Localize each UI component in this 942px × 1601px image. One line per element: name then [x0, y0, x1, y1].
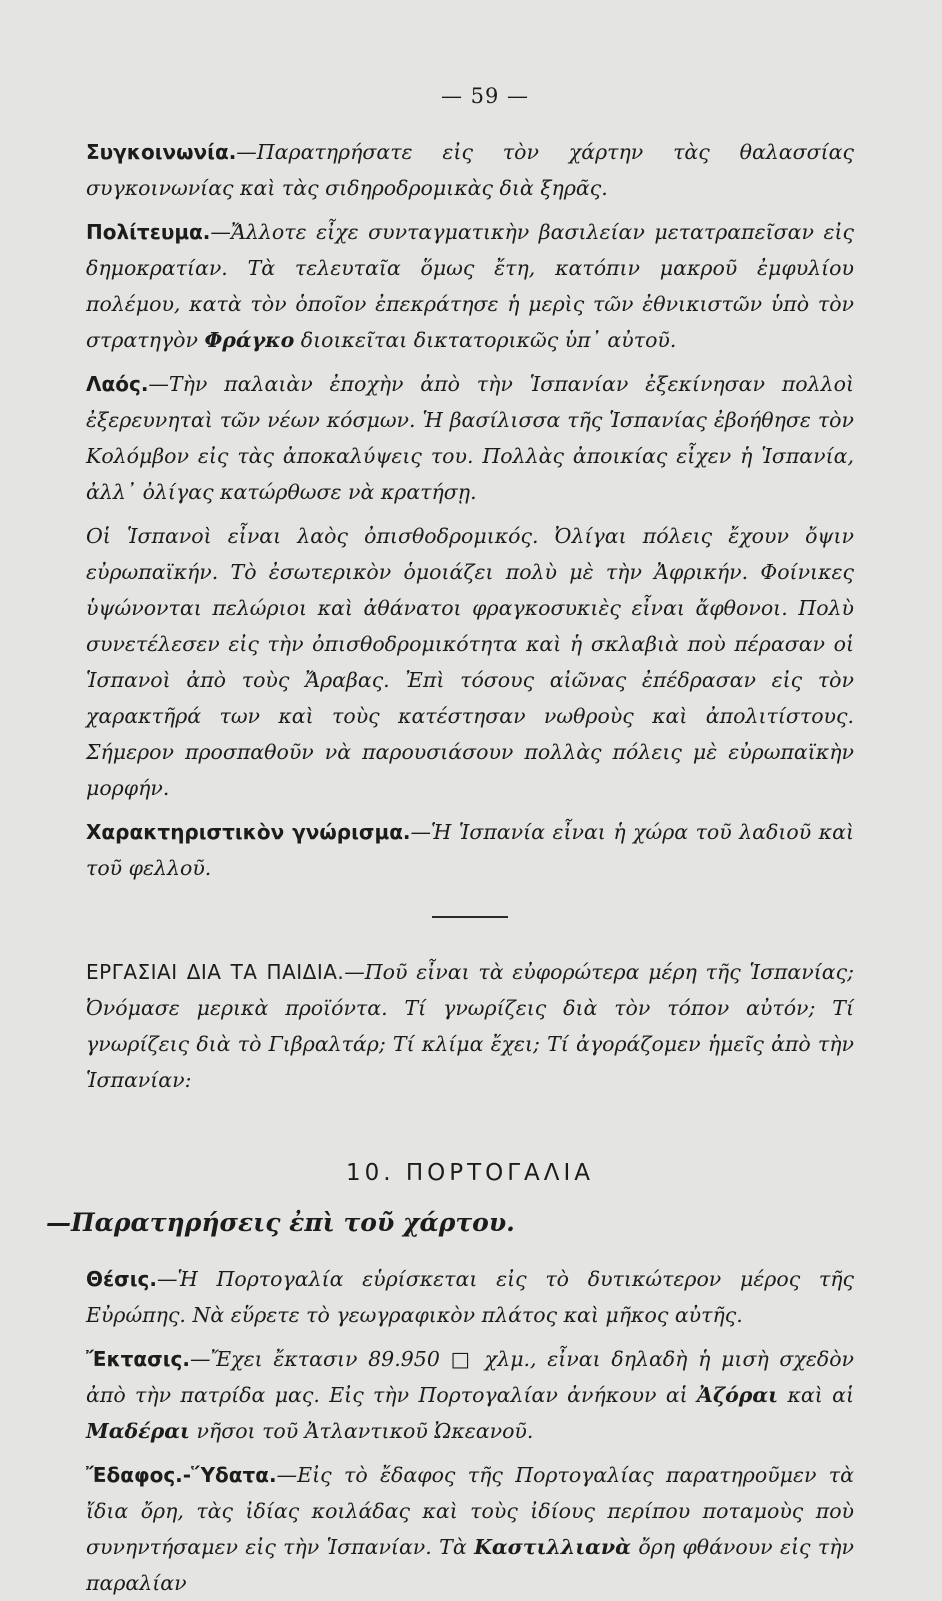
- text-terrain-2: ὄρη φθάνουν εἰς τὴν παραλίαν: [86, 1535, 854, 1595]
- text-area-2: καὶ αἱ: [778, 1383, 854, 1407]
- heading-exercises: ΕΡΓΑΣΙΑΙ ΔΙΑ ΤΑ ΠΑΙΔΙΑ.: [86, 960, 345, 984]
- text-terrain-1: —Εἰς τὸ ἔδαφος τῆς Πορτογαλίας παρατηροῦμεν τὰ ἴδια ὄρη, τὰς ἰδίας κοιλάδας καὶ τοὺς ἰδίους περίπου ποταμοὺς ποὺ συνηντήσαμεν εἰς τὴν Ἱσπανίαν. Τὰ: [86, 1463, 854, 1559]
- heading-area: Ἔκτασις.: [86, 1347, 190, 1371]
- paragraph-terrain: [86, 1457, 854, 1601]
- text-people: —Τὴν παλαιὰν ἐποχὴν ἀπὸ τὴν Ἱσπανίαν ἐξεκίνησαν πολλοὶ ἐξερευνηταὶ τῶν νέων κόσμων. Ἡ βασίλισσα τῆς Ἱσπανίας ἐβοήθησε τὸν Κολόμβον εἰς τὰς ἀποκαλύψεις του. Πολλὰς ἀποικίας εἶχεν ἡ Ἱσπανία, ἀλλ᾽ ὀλίγας κατώρθωσε νὰ κρατήσῃ.: [86, 372, 854, 504]
- heading-terrain: Ἔδαφος.-Ὕδατα.: [86, 1463, 277, 1487]
- name-castilian: Καστιλλιανὰ: [474, 1535, 631, 1559]
- heading-government: Πολίτευμα.: [86, 220, 211, 244]
- paragraph-people-continued: Οἱ Ἱσπανοὶ εἶναι λαὸς ὀπισθοδρομικός. Ὀλίγαι πόλεις ἔχουν ὄψιν εὐρωπαϊκήν. Τὸ ἐσωτερικὸν ὁμοιάζει πολὺ μὲ τὴν Ἀφρικήν. Φοίνικες ὑψώνονται πελώριοι καὶ ἀθάνατοι φραγκοσυκιὲς εἶναι ἄφθονοι. Πολὺ συνετέλεσεν εἰς τὴν ὀπισθοδρομικότητα καὶ ἡ σκλαβιὰ ποὺ πέρασαν οἱ Ἱσπανοὶ ἀπὸ τοὺς Ἄραβας. Ἐπὶ τόσους αἰῶνας ἐπέδρασαν εἰς τὸν χαρακτῆρά των καὶ τοὺς κατέστησαν νωθροὺς καὶ ἀπολιτίστους. Σήμερον προσπαθοῦν νὰ παρουσιάσουν πολλὰς πόλεις μὲ εὐρωπαϊκὴν μορφήν.: [86, 524, 854, 800]
- text-communication: —Παρατηρήσατε εἰς τὸν χάρτην τὰς θαλασσίας συγκοινωνίας καὶ τὰς σιδηροδρομικὰς διὰ ξηρᾶς.: [86, 140, 854, 200]
- chapter-title: 10. ΠΟΡΤΟΓΑΛΙΑ: [345, 1160, 595, 1186]
- section-divider: [432, 916, 508, 918]
- text-area-3: νῆσοι τοῦ Ἀτλαντικοῦ Ὠκεανοῦ.: [189, 1419, 534, 1443]
- page-number: — 59 —: [440, 84, 530, 108]
- paragraph-exercises: [86, 954, 854, 1098]
- section-title: —Παρατηρήσεις ἐπὶ τοῦ χάρτου.: [46, 1208, 515, 1237]
- paragraph-characteristic: [86, 814, 854, 886]
- paragraph-area: [86, 1341, 854, 1449]
- name-madeira: Μαδέραι: [86, 1419, 190, 1443]
- paragraph-position: [86, 1261, 854, 1333]
- heading-position: Θέσις.: [86, 1267, 157, 1291]
- name-franco: Φράγκο: [204, 328, 295, 352]
- text-exercises: —Ποῦ εἶναι τὰ εὐφορώτερα μέρη τῆς Ἱσπανίας; Ὀνόμασε μερικὰ προϊόντα. Τί γνωρίζεις διὰ τὸν τόπον αὐτόν; Τί γνωρίζεις διὰ τὸ Γιβραλτάρ; Τί κλίμα ἔχει; Τί ἀγοράζομεν ἡμεῖς ἀπὸ τὴν Ἱσπανίαν:: [86, 960, 854, 1092]
- heading-people: Λαός.: [86, 372, 149, 396]
- paragraph-communication: [86, 134, 854, 206]
- name-azores: Ἀζόραι: [697, 1383, 779, 1407]
- paragraph-government: [86, 214, 854, 358]
- heading-characteristic: Χαρακτηριστικὸν γνώρισμα.: [86, 820, 411, 844]
- text-government-2: διοικεῖται δικτατορικῶς ὑπ᾽ αὐτοῦ.: [294, 328, 677, 352]
- heading-communication: Συγκοινωνία.: [86, 140, 237, 164]
- paragraph-people: [86, 366, 854, 510]
- text-position: —Ἡ Πορτογαλία εὑρίσκεται εἰς τὸ δυτικώτερον μέρος τῆς Εὐρώπης. Νὰ εὕρετε τὸ γεωγραφικὸν πλάτος καὶ μῆκος αὐτῆς.: [86, 1267, 854, 1327]
- text-government-1: —Ἄλλοτε εἶχε συνταγματικὴν βασιλείαν μετατραπεῖσαν εἰς δημοκρατίαν. Τὰ τελευταῖα ὅμως ἔτη, κατόπιν μακροῦ ἐμφυλίου πολέμου, κατὰ τὸν ὁποῖον ἐπεκράτησε ἡ μερὶς τῶν ἐθνικιστῶν ὑπὸ τὸν στρατηγὸν: [86, 220, 854, 352]
- text-characteristic: —Ἡ Ἱσπανία εἶναι ἡ χώρα τοῦ λαδιοῦ καὶ τοῦ φελλοῦ.: [86, 820, 854, 880]
- text-area-1: —Ἔχει ἔκτασιν 89.950 □ χλμ., εἶναι δηλαδὴ ἡ μισὴ σχεδὸν ἀπὸ τὴν πατρίδα μας. Εἰς τὴν Πορτογαλίαν ἀνήκουν αἱ: [86, 1347, 854, 1407]
